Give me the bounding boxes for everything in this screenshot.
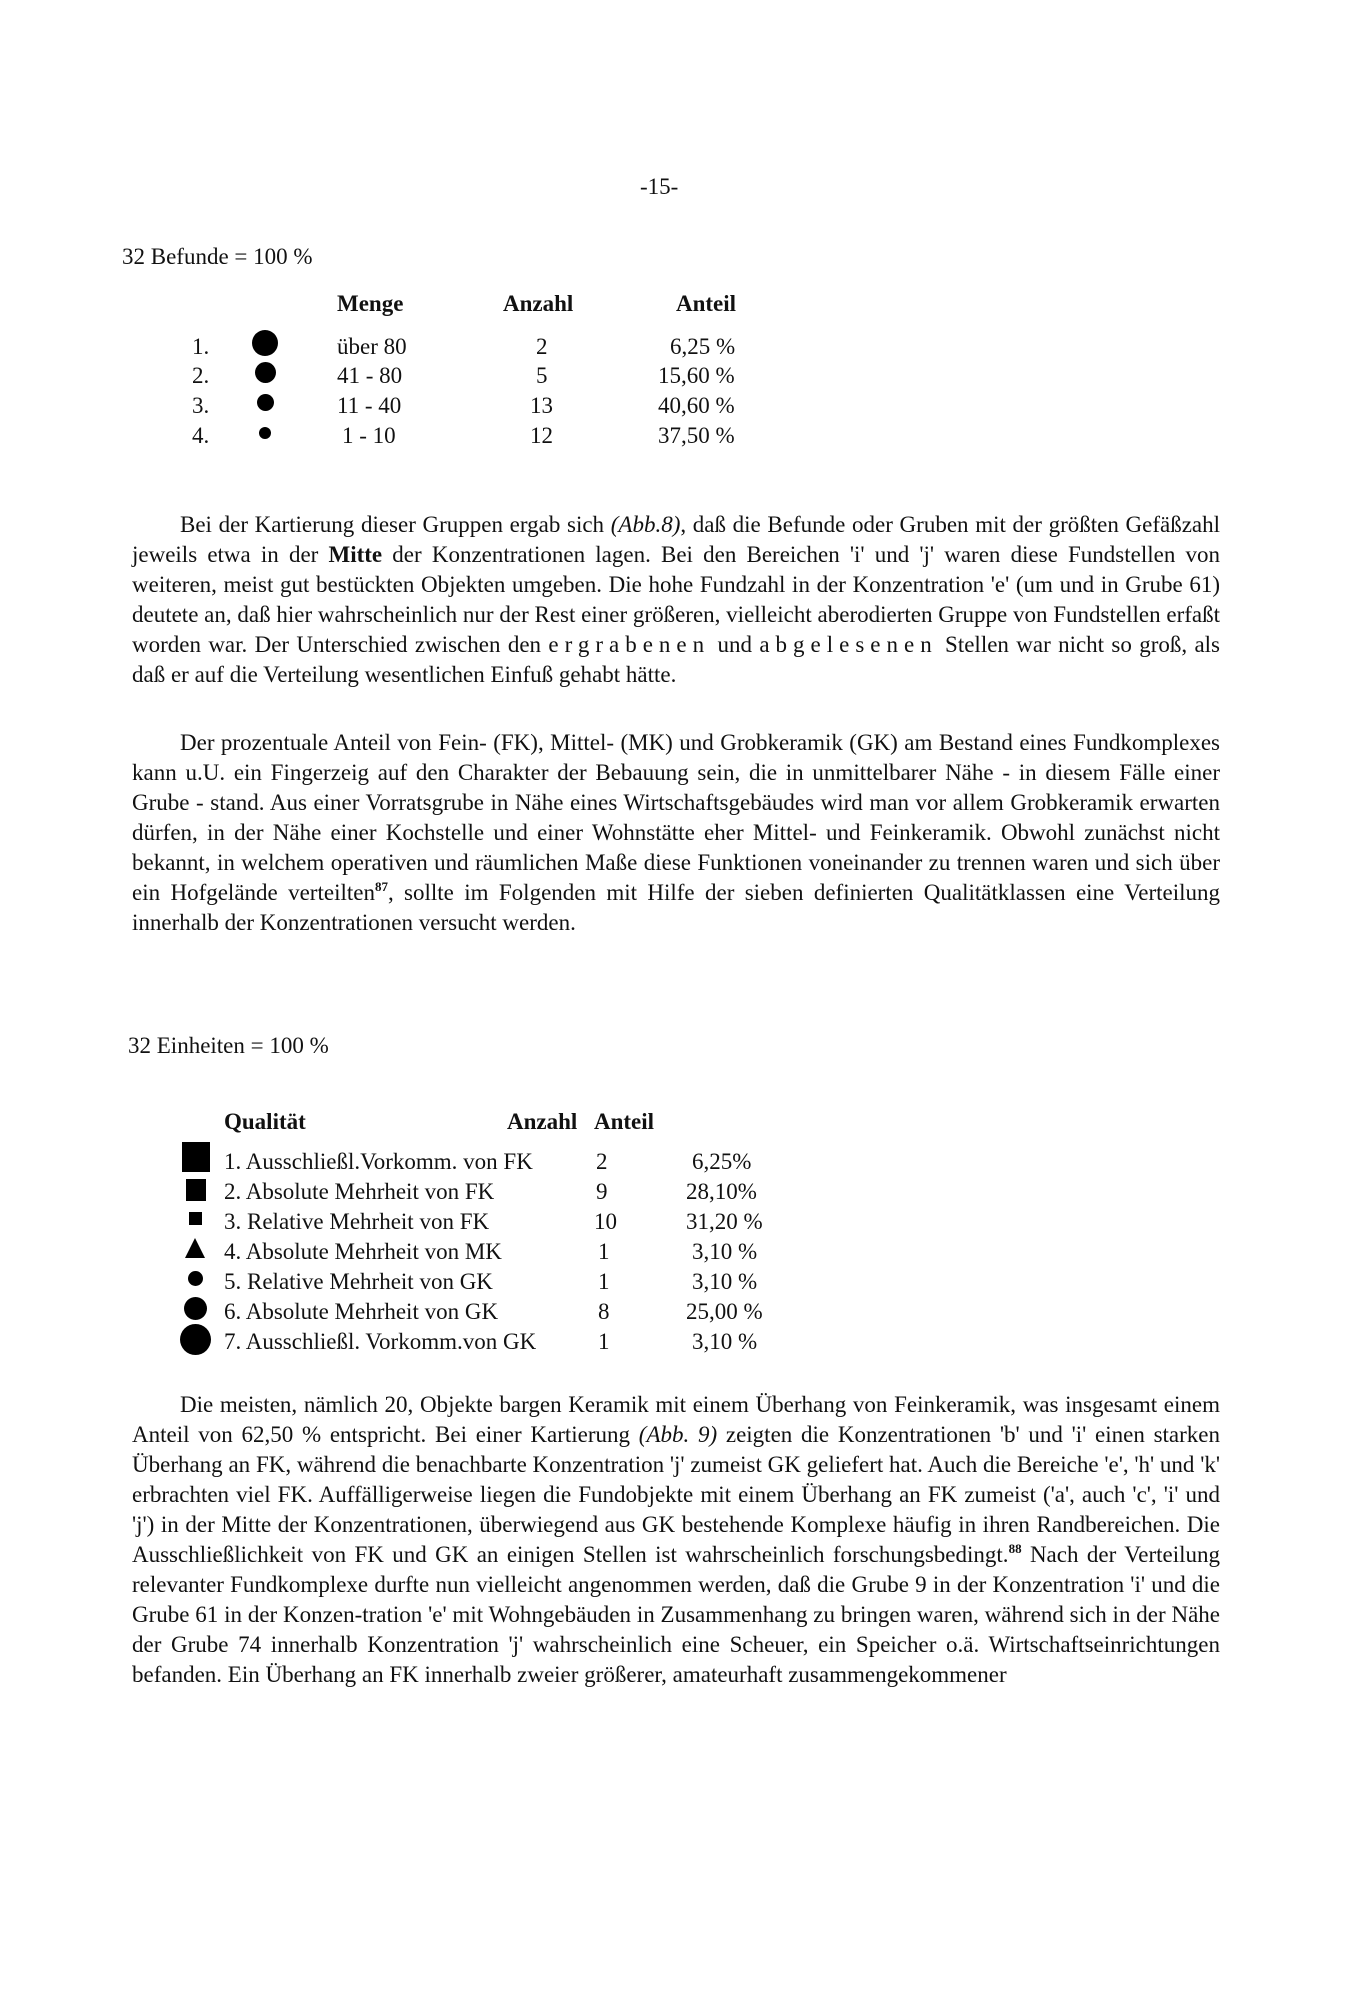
anzahl-cell: 9 [596,1179,608,1204]
square-xlarge-icon [182,1142,210,1172]
anzahl-cell: 13 [530,393,553,418]
paragraph-1 [132,510,1220,690]
text-run: Die meisten, nämlich 20, Objekte bargen Keramik mit einem Überhang von Feinkeramik, was insgesamt einem Anteil von 62,50 % entspricht. Bei einer Kartierung [132,1392,1220,1447]
table1-header-menge: Menge [337,291,404,316]
table2-caption: 32 Einheiten = 100 % [128,1033,329,1058]
anteil-cell: 40,60 % [658,393,735,418]
menge-cell: 41 - 80 [337,363,403,388]
quality-label: 5. Relative Mehrheit von GK [224,1269,493,1294]
table1-header-anteil: Anteil [676,291,737,316]
dot-small-icon [188,1271,203,1286]
spaced-word: abgelesenen [759,632,938,657]
quality-label: 6. Absolute Mehrheit von GK [224,1299,499,1324]
anteil-cell: 3,10 % [692,1269,758,1294]
table2-header-anteil: Anteil [594,1109,655,1134]
dot-large-icon [180,1324,211,1355]
emphasis: Mitte [328,542,383,567]
table1-header-anzahl: Anzahl [503,291,574,316]
square-large-icon [186,1179,206,1201]
anteil-cell: 6,25 % [670,334,736,359]
anzahl-cell: 1 [598,1239,610,1264]
figure-reference: (Abb.8) [610,512,681,537]
dot-small-icon [259,427,271,439]
anteil-cell: 6,25% [692,1149,752,1174]
text-run: , sollte im Folgenden mit Hilfe der sieben definierten Qualitätklassen eine Verteilung innerhalb der Konzentrationen versucht werden. [132,880,1221,935]
footnote-marker: 87 [374,879,388,894]
spaced-word: ergrabenen [548,632,711,657]
anzahl-cell: 10 [594,1209,617,1234]
anzahl-cell: 5 [536,363,548,388]
quality-label: 3. Relative Mehrheit von FK [224,1209,490,1234]
figure-reference: (Abb. 9) [638,1422,718,1447]
anzahl-cell: 8 [598,1299,610,1324]
table2-header-anzahl: Anzahl [507,1109,578,1134]
anzahl-cell: 1 [598,1329,610,1354]
quality-label: 7. Ausschließl. Vorkomm.von GK [224,1329,537,1354]
dot-medium-icon [184,1297,207,1320]
anteil-cell: 28,10% [686,1179,757,1204]
menge-cell: 1 - 10 [342,423,396,448]
table1-caption: 32 Befunde = 100 % [122,244,313,269]
quality-label: 2. Absolute Mehrheit von FK [224,1179,495,1204]
text-run: Der prozentuale Anteil von Fein- (FK), Mittel- (MK) und Grobkeramik (GK) am Bestand eines Fundkomplexes kann u.U. ein Fingerzeig auf den Charakter der Bebauung sein, die in unmittelbarer Nähe - in diesem Fälle einer Grube - stand. Aus einer Vorratsgrube in Nähe eines Wirtschaftsgebäudes wird man vor allem Grobkeramik erwarten dürfen, in der Nähe einer Kochstelle und einer Wohnstätte eher Mittel- und Feinkeramik. Obwohl zunächst nicht bekannt, in welchem operativen und räumlichen Maße diese Funktionen voneinander zu trennen waren und sich über ein Hofgelände verteilten [132,730,1220,905]
page-number: -15- [640,174,679,199]
text-run: Bei der Kartierung dieser Gruppen ergab sich [180,512,611,537]
anzahl-cell: 2 [536,334,548,359]
quality-label: 1. Ausschließl.Vorkomm. von FK [224,1149,533,1174]
dot-medium-large-icon [255,362,276,383]
anteil-cell: 3,10 % [692,1239,758,1264]
text-run: Stellen war nicht so groß, als daß er auf die Verteilung wesentlichen Einfuß gehabt hätte. [132,632,1220,687]
anzahl-cell: 12 [530,423,553,448]
anzahl-cell: 1 [598,1269,610,1294]
footnote-marker: 88 [1008,1541,1022,1556]
square-small-icon [189,1212,202,1225]
row-number: 3. [192,393,210,418]
anteil-cell: 3,10 % [692,1329,758,1354]
row-number: 1. [192,334,210,359]
menge-cell: über 80 [337,334,407,359]
text-run: zeigten die Konzentrationen 'b' und 'i' einen starken Überhang an FK, während die benachbarte Konzentration 'j' zumeist GK geliefert hat. Auch die Bereiche 'e', 'h' und 'k' erbrachten viel FK. Auffälligerweise liegen die Fundobjekte mit einem Überhang an FK zumeist ('a', auch 'c', 'i' und 'j') in der Mitte der Konzentrationen, überwiegend aus GK bestehende Komplexe häufig in ihren Randbereichen. Die Ausschließlichkeit von FK und GK an einigen Stellen ist wahrscheinlich forschungsbedingt. [132,1422,1220,1567]
dot-medium-icon [257,394,274,411]
menge-cell: 11 - 40 [337,393,402,418]
row-number: 4. [192,423,210,448]
anteil-cell: 25,00 % [686,1299,763,1324]
anteil-cell: 15,60 % [658,363,735,388]
triangle-icon [185,1238,205,1258]
dot-large-icon [252,330,278,356]
anzahl-cell: 2 [596,1149,608,1174]
quality-label: 4. Absolute Mehrheit von MK [224,1239,502,1264]
text-run: und [710,632,760,657]
text-run: Nach der Verteilung relevanter Fundkomplexe durfte nun vielleicht angenommen werden, daß die Grube 9 in der Konzentration 'i' und die Grube 61 in der Konzen-tration 'e' mit Wohngebäuden in Zusammenhang zu bringen waren, während sich in der Nähe der Grube 74 innerhalb Konzentration 'j' wahrscheinlich eine Scheuer, ein Speicher o.ä. Wirtschaftseinrichtungen befanden. Ein Überhang an FK innerhalb zweier größerer, amateurhaft zusammengekommener [132,1542,1220,1687]
paragraph-2 [132,728,1220,938]
row-number: 2. [192,363,210,388]
text-run: der Konzentrationen lagen. Bei den Bereichen 'i' und 'j' waren diese Fundstellen von weiteren, meist gut bestückten Objekten umgeben. Die hohe Fundzahl in der Konzentration 'e' (um und in Grube 61) deutete an, daß hier wahrscheinlich nur der Rest einer größeren, vielleicht aberodierten Gruppe von Fundstellen erfaßt worden war. Der Unterschied zwischen den [132,542,1221,657]
anteil-cell: 31,20 % [686,1209,763,1234]
table2-header-qualitaet: Qualität [224,1109,306,1134]
paragraph-3 [132,1390,1220,1690]
text-run: , daß die Befunde oder Gruben mit der größten Gefäßzahl jeweils etwa in der [132,512,1220,567]
anteil-cell: 37,50 % [658,423,735,448]
